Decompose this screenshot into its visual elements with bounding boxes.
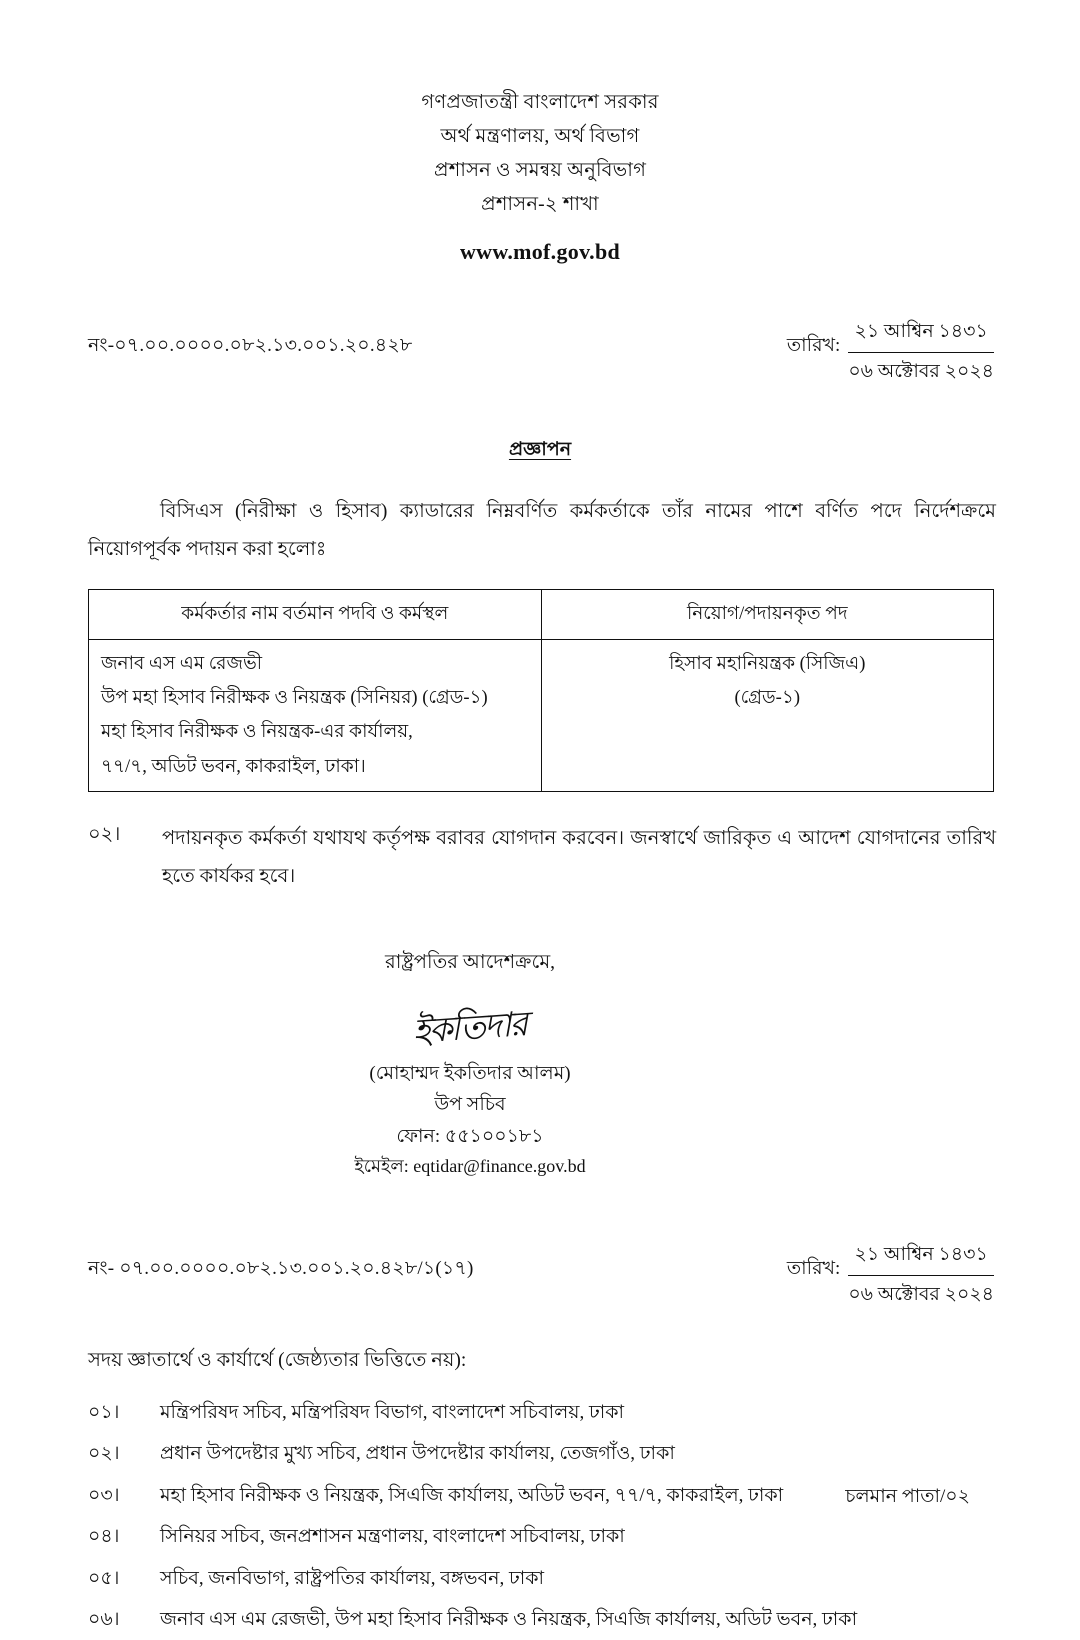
distribution-heading: সদয় জ্ঞাতার্থে ও কার্যার্থে (জেষ্ঠ্যতার ভিত্তিতে নয়):	[88, 1349, 467, 1371]
clause-text: পদায়নকৃত কর্মকর্তা যথাযথ কর্তৃপক্ষ বরাবর যোগদান করবেন। জনস্বার্থে জারিকৃত এ আদেশ যোগদানের তারিখ হতে কার্যকর হবে।	[162, 827, 996, 887]
memo-copy-row	[0, 1240, 1080, 1312]
list-item-text: সচিব, জনবিভাগ, রাষ্ট্রপতির কার্যালয়, বঙ্গভবন, ঢাকা	[160, 1567, 545, 1589]
officer-office-line2: ৭৭/৭, অডিট ভবন, কাকরাইল, ঢাকা।	[101, 756, 366, 777]
signatory-name: (মোহাম্মদ ইকতিদার আলম)	[369, 1063, 571, 1085]
date-label: তারিখ:	[786, 335, 841, 356]
table-header-post: নিয়োগ/পদায়নকৃত পদ	[541, 590, 994, 640]
list-item-index: ০৩।	[88, 1484, 120, 1506]
memo-header-row	[0, 317, 1080, 389]
list-item	[88, 1558, 1080, 1599]
list-item-index: ০৬।	[88, 1608, 120, 1630]
signature-block	[0, 986, 940, 1182]
header-line-4: প্রশাসন-২ শাখা	[481, 194, 599, 216]
intro-paragraph: বিসিএস (নিরীক্ষা ও হিসাব) ক্যাডারের নিম্নবর্ণিত কর্মকর্তাকে তাঁর নামের পাশে বর্ণিত পদে নির্দেশক্রমে নিয়োগপূর্বক পদায়ন করা হলোঃ	[88, 501, 996, 561]
list-item-index: ০২।	[88, 1443, 120, 1465]
memo-number: নং-০৭.০০.০০০০.০৮২.১৩.০০১.২০.৪২৮	[88, 335, 413, 356]
list-item-text: জনাব এস এম রেজভী, উপ মহা হিসাব নিরীক্ষক ও নিয়ন্ত্রক, সিএজি কার্যালয়, অডিট ভবন, ঢাকা	[160, 1608, 858, 1630]
memo-copy-date-block	[787, 1240, 994, 1312]
list-item-index: ০১।	[88, 1401, 120, 1423]
table-cell-post	[541, 640, 994, 792]
memo-date-block	[787, 317, 994, 389]
memo-copy-number: নং- ০৭.০০.০০০০.০৮২.১৩.০০১.২০.৪২৮/১(১৭)	[88, 1257, 474, 1279]
list-item	[88, 1516, 1080, 1557]
officer-office-line1: মহা হিসাব নিরীক্ষক ও নিয়ন্ত্রক-এর কার্যালয়,	[101, 722, 413, 743]
clause-number: ০২।	[88, 823, 121, 845]
list-item	[88, 1599, 1080, 1640]
list-item-text: মন্ত্রিপরিষদ সচিব, মন্ত্রিপরিষদ বিভাগ, বাংলাদেশ সচিবালয়, ঢাকা	[160, 1401, 625, 1423]
list-item-index: ০৪।	[88, 1526, 120, 1548]
ministry-website: www.mof.gov.bd	[459, 238, 621, 264]
copy-date-label: তারিখ:	[786, 1257, 841, 1279]
list-item-index: ০৫।	[88, 1567, 120, 1589]
new-post-name: হিসাব মহানিয়ন্ত্রক (সিজিএ)	[669, 654, 866, 675]
officer-designation: উপ মহা হিসাব নিরীক্ষক ও নিয়ন্ত্রক (সিনিয়র) (গ্রেড-১)	[101, 688, 488, 709]
handwritten-signature: ইকতিদার	[412, 1004, 528, 1052]
table-cell-officer	[89, 640, 542, 792]
date-gregorian: ০৬ অক্টোবর ২০২৪	[848, 361, 994, 382]
list-item-text: মহা হিসাব নিরীক্ষক ও নিয়ন্ত্রক, সিএজি কার্যালয়, অডিট ভবন, ৭৭/৭, কাকরাইল, ঢাকা	[160, 1484, 784, 1506]
header-line-3: প্রশাসন ও সমন্বয় অনুবিভাগ	[433, 160, 647, 182]
clause-02	[88, 820, 996, 896]
distribution-list	[0, 1392, 1080, 1640]
new-post-grade: (গ্রেড-১)	[734, 688, 800, 709]
copy-date-gregorian: ০৬ অক্টোবর ২০২৪	[848, 1283, 994, 1305]
document-title: প্রজ্ঞাপন	[508, 439, 572, 460]
list-item	[88, 1392, 1080, 1433]
table-header-row	[89, 590, 994, 640]
email-address: eqtidar@finance.gov.bd	[413, 1156, 586, 1177]
document-header	[0, 86, 1080, 271]
table-header-officer: কর্মকর্তার নাম বর্তমান পদবি ও কর্মস্থল	[89, 590, 542, 640]
list-item-text: প্রধান উপদেষ্টার মুখ্য সচিব, প্রধান উপদেষ্টার কার্যালয়, তেজগাঁও, ঢাকা	[160, 1443, 675, 1465]
email-label: ইমেইল:	[354, 1156, 409, 1177]
signatory-phone: ফোন: ৫৫১০০১৮১	[396, 1125, 544, 1147]
officer-name: জনাব এস এম রেজভী	[101, 654, 263, 675]
table-row	[89, 640, 994, 792]
header-line-2: অর্থ মন্ত্রণালয়, অর্থ বিভাগ	[440, 126, 640, 148]
continuation-note: চলমান পাতা/০২	[845, 1486, 970, 1507]
copy-date-bangla: ২১ আশ্বিন ১৪৩১	[848, 1240, 994, 1276]
list-item-text: সিনিয়র সচিব, জনপ্রশাসন মন্ত্রণালয়, বাংলাদেশ সচিবালয়, ঢাকা	[160, 1526, 625, 1548]
date-bangla: ২১ আশ্বিন ১৪৩১	[848, 317, 994, 353]
signatory-designation: উপ সচিব	[434, 1094, 506, 1116]
list-item	[88, 1433, 1080, 1474]
by-order-of-president: রাষ্ট্রপতির আদেশক্রমে,	[384, 951, 556, 973]
posting-table	[88, 589, 994, 792]
header-line-1: গণপ্রজাতন্ত্রী বাংলাদেশ সরকার	[421, 92, 659, 113]
signatory-email	[0, 1152, 940, 1182]
